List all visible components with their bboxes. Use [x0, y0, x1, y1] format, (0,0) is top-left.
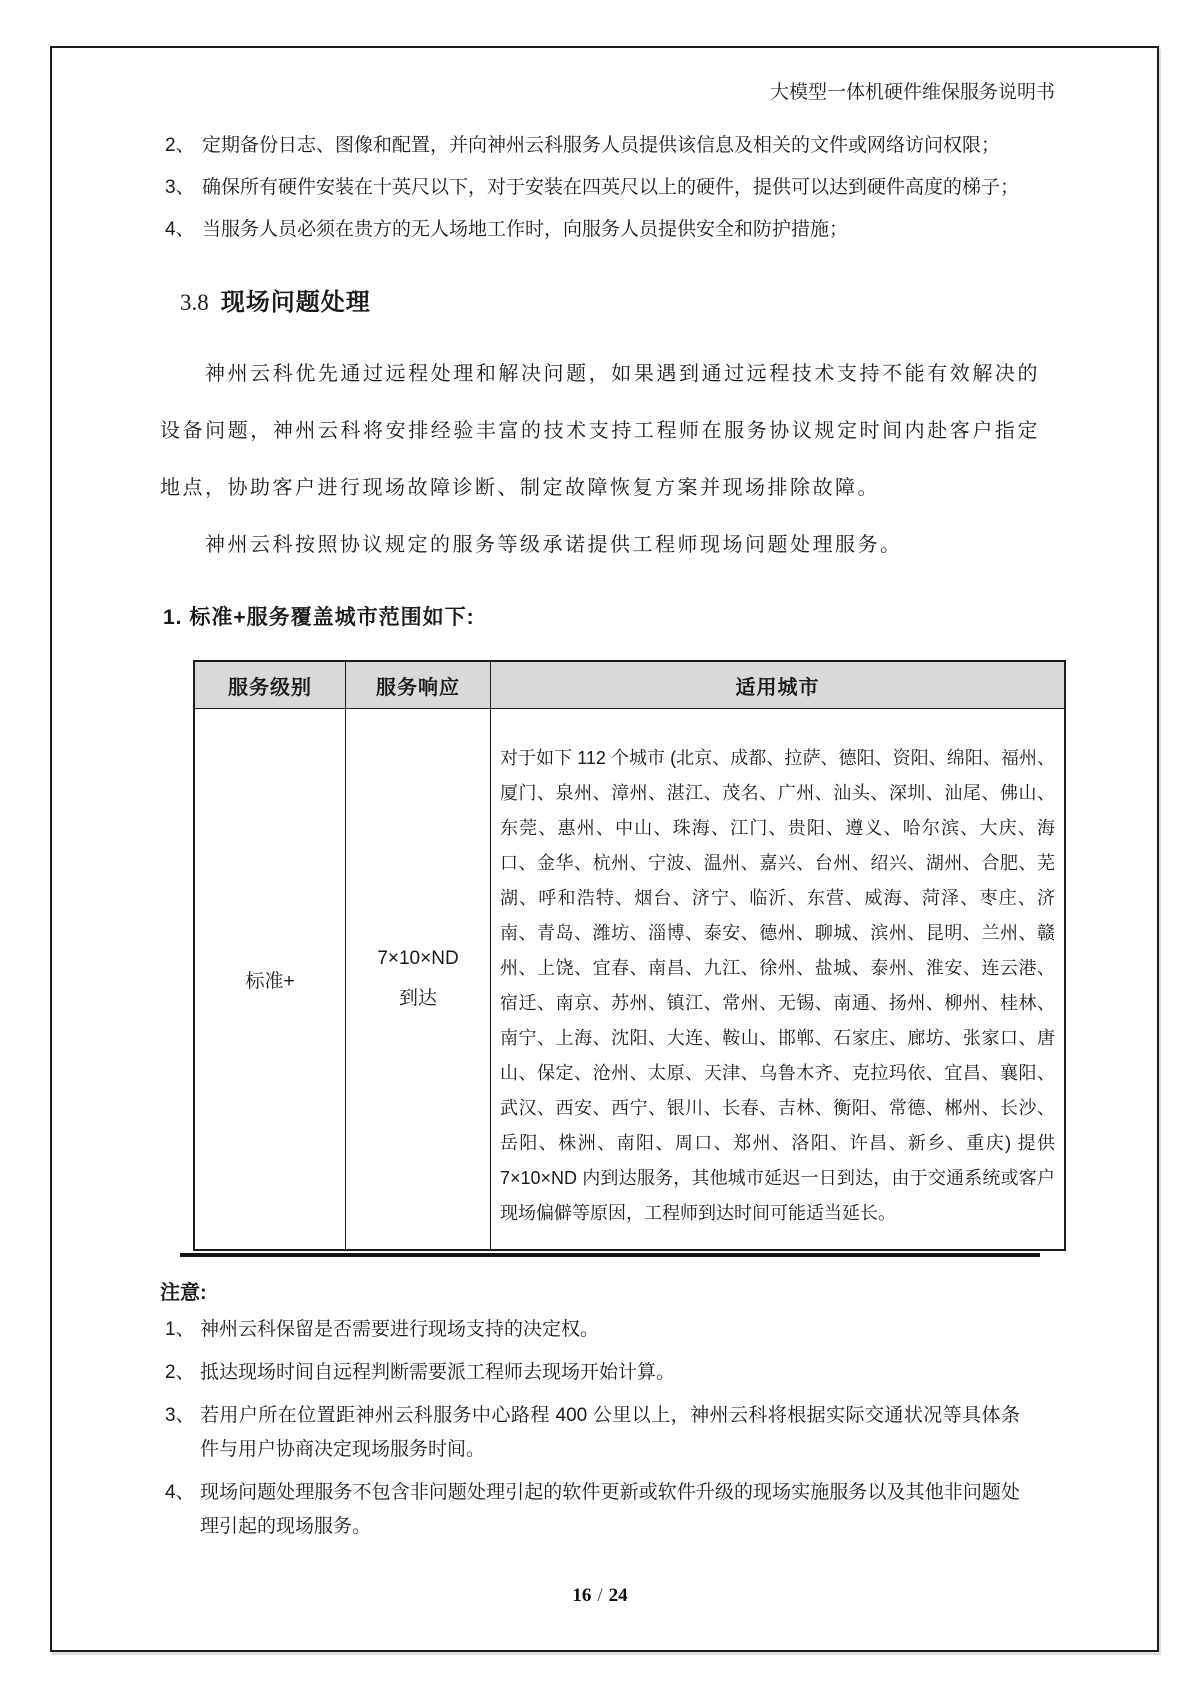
note-item-text: 抵达现场时间自远程判断需要派工程师去现场开始计算。: [200, 1362, 676, 1383]
list-item: [165, 135, 1025, 157]
footer-separator: /: [597, 1585, 603, 1606]
note-item-text: 神州云科保留是否需要进行现场支持的决定权。: [200, 1319, 600, 1340]
table-heading: 1. 标准+服务覆盖城市范围如下:: [163, 606, 475, 629]
list-item-number: 4、: [165, 219, 195, 240]
body-paragraph: 神州云科按照协议规定的服务等级承诺提供工程师现场问题处理服务。: [205, 534, 903, 556]
footer-current-page: 16: [572, 1585, 592, 1606]
note-item-number: 4、: [165, 1482, 195, 1503]
list-item: [165, 177, 1025, 199]
table-header-row: [194, 661, 1065, 709]
note-item-number: 2、: [165, 1362, 195, 1383]
header-doc-title: 大模型一体机硬件维保服务说明书: [769, 82, 1055, 103]
table-header-service-response: 服务响应: [346, 661, 491, 709]
section-title: 现场问题处理: [220, 289, 371, 316]
table-header-applicable-cities: 适用城市: [491, 661, 1066, 709]
table-row: [194, 709, 1065, 1251]
note-item-text: 若用户所在位置距神州云科服务中心路程 400 公里以上，神州云科将根据实际交通状况等具体条件与用户协商决定现场服务时间。: [200, 1405, 1020, 1460]
note-item-number: 1、: [165, 1319, 195, 1340]
cell-service-level: 标准+: [194, 709, 346, 1251]
divider-rule: [180, 1253, 1040, 1257]
list-item: [165, 219, 1025, 241]
section-heading: [180, 282, 371, 317]
list-item-text: 确保所有硬件安装在十英尺以下，对于安装在四英尺以上的硬件，提供可以达到硬件高度的梯子；: [202, 177, 1020, 198]
service-response-line2: 到达: [398, 988, 437, 1009]
section-number: 3.8: [180, 290, 209, 315]
service-response-line1: 7×10×ND: [377, 948, 459, 969]
notes-label: 注意:: [160, 1282, 207, 1304]
body-paragraph: 神州云科优先通过远程处理和解决问题，如果遇到通过远程技术支持不能有效解决的设备问题，神州云科将安排经验丰富的技术支持工程师在服务协议规定时间内赴客户指定地点，协助客户进行现场故障诊断、制定故障恢复方案并现场排除故障。: [160, 363, 1040, 499]
list-item-number: 2、: [165, 135, 195, 156]
cities-paragraph: 对于如下 112 个城市 (北京、成都、拉萨、德阳、资阳、绵阳、福州、厦门、泉州、漳州、湛江、茂名、广州、汕头、深圳、汕尾、佛山、东莞、惠州、中山、珠海、江门、贵阳、遵义、哈尔滨、大庆、海口、金华、杭州、宁波、温州、嘉兴、台州、绍兴、湖州、合肥、芜湖、呼和浩特、烟台、济宁、临沂、东营、威海、菏泽、枣庄、济南、青岛、潍坊、淄博、泰安、德州、聊城、滨州、昆明、兰州、赣州、上饶、宜春、南昌、九江、徐州、盐城、泰州、淮安、连云港、宿迁、南京、苏州、镇江、常州、无锡、南通、扬州、柳州、桂林、南宁、上海、沈阳、大连、鞍山、邯郸、石家庄、廊坊、张家口、唐山、保定、沧州、太原、天津、乌鲁木齐、克拉玛依、宜昌、襄阳、武汉、西安、西宁、银川、长春、吉林、衡阳、常德、郴州、长沙、岳阳、株洲、南阳、周口、郑州、洛阳、许昌、新乡、重庆) 提供 7×10×ND 内到达服务，其他城市延迟一日到达，由于交通系统或客户现场偏僻等原因，工程师到达时间可能适当延长。: [500, 748, 1055, 1223]
service-coverage-table: [193, 660, 1066, 1251]
note-item: [160, 1476, 1020, 1544]
list-item-number: 3、: [165, 177, 195, 198]
notes-list: [160, 1313, 1020, 1553]
note-item: [160, 1399, 1020, 1467]
footer-total-pages: 24: [608, 1585, 628, 1606]
table-header-service-level: 服务级别: [194, 661, 346, 709]
intro-list: [165, 135, 1025, 261]
note-item-text: 现场问题处理服务不包含非问题处理引起的软件更新或软件升级的现场实施服务以及其他非问题处理引起的现场服务。: [200, 1482, 1020, 1537]
list-item-text: 定期备份日志、图像和配置，并向神州云科服务人员提供该信息及相关的文件或网络访问权限；: [202, 135, 1001, 156]
list-item-text: 当服务人员必须在贵方的无人场地工作时，向服务人员提供安全和防护措施；: [202, 219, 849, 240]
note-item: [160, 1356, 1020, 1390]
body-paragraphs: [160, 346, 1040, 574]
cell-applicable-cities: [491, 709, 1066, 1251]
cell-service-response: [346, 709, 491, 1251]
note-item: [160, 1313, 1020, 1347]
page-footer: [0, 1585, 1200, 1607]
note-item-number: 3、: [165, 1405, 195, 1426]
